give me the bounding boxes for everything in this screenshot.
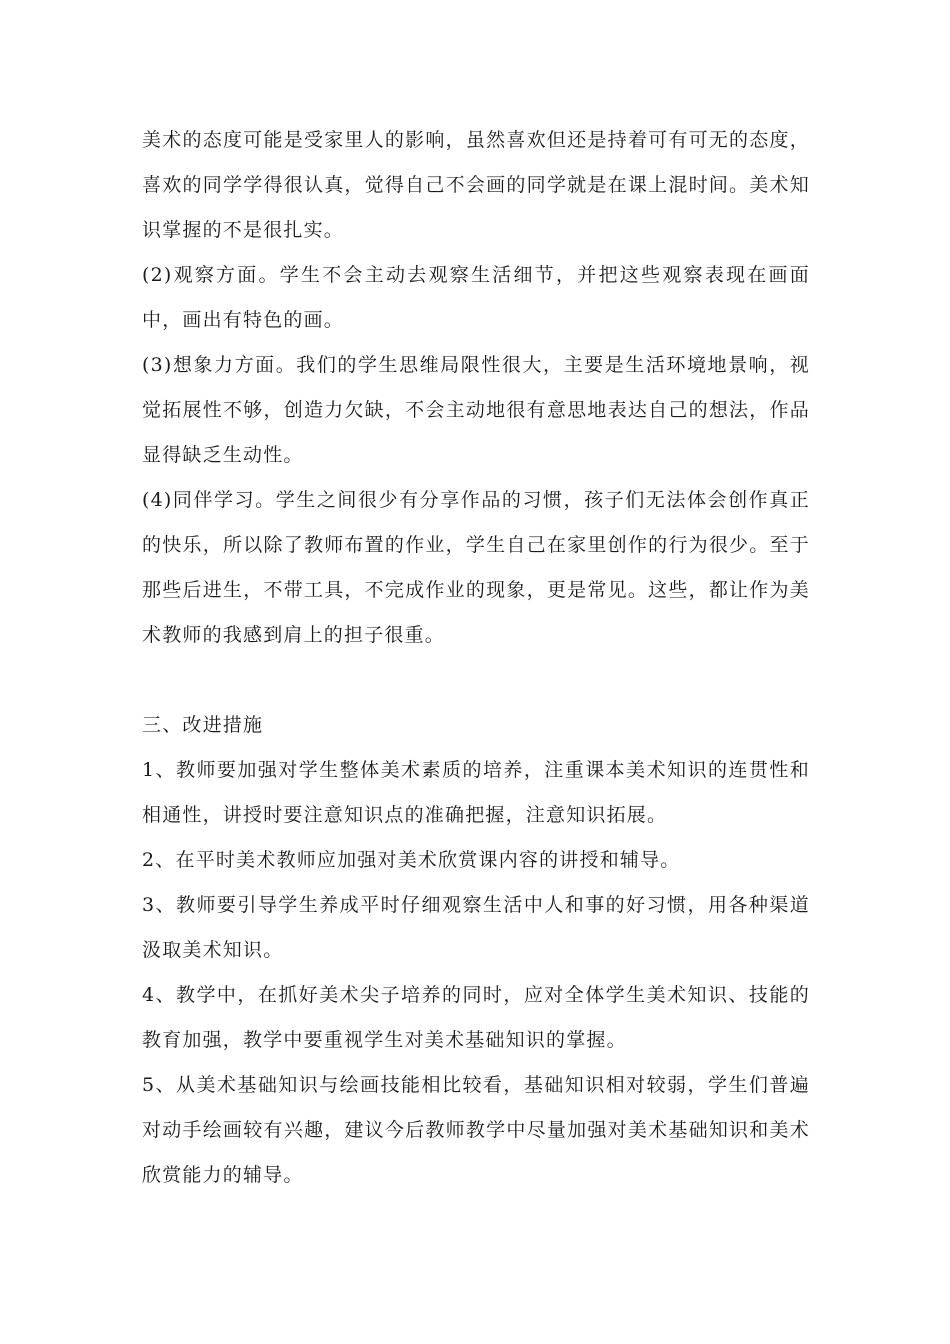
section-spacer [142,658,810,703]
improvement-item-5: 5、从美术基础知识与绘画技能相比较看，基础知识相对较弱，学生们普遍对动手绘画较有兴趣，建议今后教师教学中尽量加强对美术基础知识和美术欣赏能力的辅导。 [142,1074,810,1186]
paragraph-imagination: (3)想象力方面。我们的学生思维局限性很大，主要是生活环境地景响，视觉拓展性不够，创造力欠缺，不会主动地很有意思地表达自己的想法，作品显得缺乏生动性。 [142,354,810,466]
paragraph-peer-learning: (4)同伴学习。学生之间很少有分享作品的习惯，孩子们无法体会创作真正的快乐，所以除了教师布置的作业，学生自己在家里创作的行为很少。至于那些后进生，不带工具，不完成作业的现象，更是常见。这些，都让作为美术教师的我感到肩上的担子很重。 [142,489,810,646]
improvement-item-4: 4、教学中，在抓好美术尖子培养的同时，应对全体学生美术知识、技能的教育加强，教学中要重视学生对美术基础知识的掌握。 [142,984,810,1051]
improvement-item-1: 1、教师要加强对学生整体美术素质的培养，注重课本美术知识的连贯性和相通性，讲授时要注意知识点的准确把握，注意知识拓展。 [142,759,810,826]
paragraph-observation: (2)观察方面。学生不会主动去观察生活细节，并把这些观察表现在画面中，画出有特色的画。 [142,264,810,331]
improvement-item-2: 2、在平时美术教师应加强对美术欣赏课内容的讲授和辅导。 [142,849,681,871]
paragraph-attitude: 美术的态度可能是受家里人的影响，虽然喜欢但还是持着可有可无的态度，喜欢的同学学得很认真，觉得自己不会画的同学就是在课上混时间。美术知识掌握的不是很扎实。 [142,129,810,241]
improvement-item-3: 3、教师要引导学生养成平时仔细观察生活中人和事的好习惯，用各种渠道汲取美术知识。 [142,894,810,961]
section-heading-improvements: 三、改进措施 [142,714,264,736]
document-page [142,118,810,1198]
